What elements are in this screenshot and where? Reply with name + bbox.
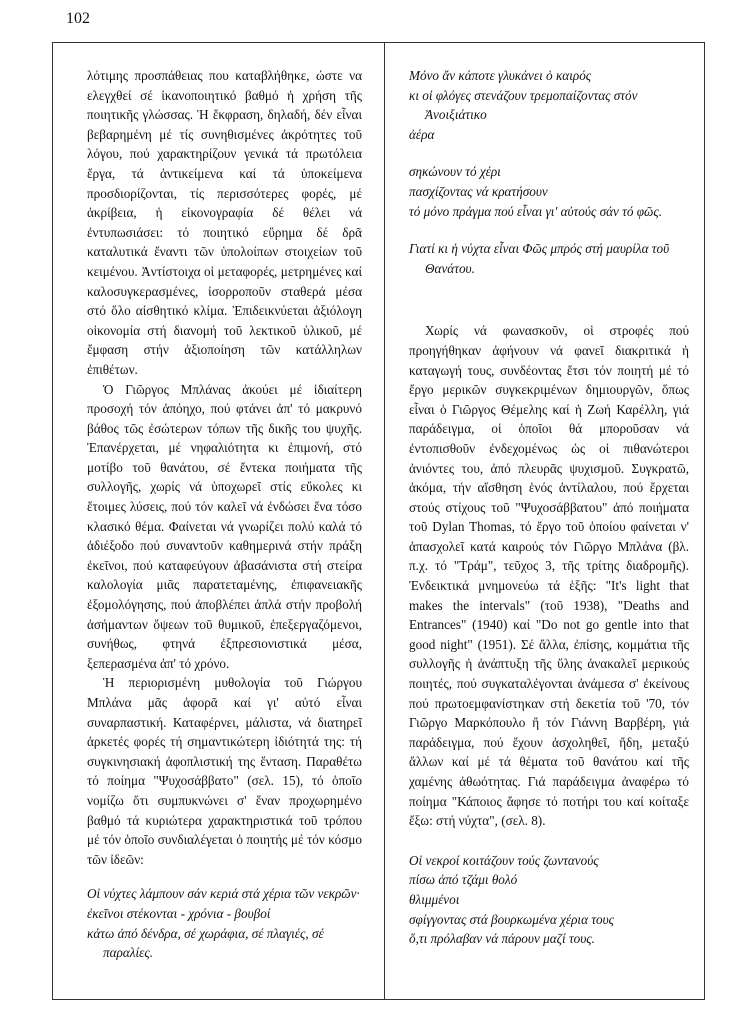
- poem-line: Μόνο ἄν κάποτε γλυκάνει ὁ καιρός: [409, 68, 592, 83]
- poem-line: ἐκεῖνοι στέκονται - χρόνια - βουβοί: [87, 905, 271, 921]
- page-number: 102: [66, 10, 90, 27]
- poem-stanza-2: [409, 162, 689, 221]
- right-column: [409, 66, 689, 949]
- poem-line: πασχίζοντας νά κρατήσουν: [409, 183, 548, 199]
- right-paragraph: Χωρίς νά φωνασκοῦν, οἱ στροφές πού προηγήθηκαν ἀφήνουν νά φανεῖ διακριτικά ἡ καταγωγή τους, συνδέοντας ἔτσι τόν ποιητή μέ τό ἔργο μερικῶν συγκεκριμένων δημιουργῶν, ὅπως εἶναι ὁ Γιῶργος Θέμελης καί ἡ Ζωή Καρέλλη, γιά παράδειγμα, οἱ ὁποῖοι θά μποροῦσαν νά ἐντοπισθοῦν ἐνδεχομένως ὡς οἱ πιθανώτεροι ἀνιόντες του, ἀπό πλευρᾶς ψυχισμοῦ. Συγκρατῶ, ἀκόμα, τήν αἴσθηση ἑνός ἀντίλαλου, πού ἔρχεται στούς στίχους τοῦ "Ψυχοσάββατου" ἀπό ποιήματα τοῦ Dylan Thomas, τό ἔργο τοῦ ὁποίου φαίνεται ν' ἀπασχολεῖ κατά καιρούς τόν Γιῶργο Μπλάνα (βλ. π.χ. τό "Τράμ", τεῦχος 3, τῆς τρίτης διαδρομῆς). Ἐνδεικτικά μνημονεύω τά ἑξῆς: "It's light that makes the intervals" (τοῦ 1938), "Deaths and Entrances" (1940) καί "Do not go gentle into that good night" (1951). Σέ ἄλλα, ἐπίσης, κομμάτια τῆς συλλογῆς ἡ ἀνάπτυξη τῆς ὕλης ἀνακαλεῖ μερικούς ποιητές, πού συγκαταλέγονται ἀνάμεσα σ' ἐκείνους πού πρωτοεμφανίστηκαν στή δεκετία τοῦ '70, τόν Γιῶργο Μαρκόπουλο ἤ τόν Γιάννη Βαρβέρη, γιά παράδειγμα, πού ἔχουν ἀσχοληθεῖ, ἤδη, μεταξύ ἄλλων καί μέ τά θέματα τοῦ θανάτου καί τῆς χαμένης ἀθωότητας. Γιά παράδειγμα ἀναφέρω τό ποίημα "Κάποιος ἄφησε τό ποτήρι του καί κοίταξε ἔξω: στή νύχτα", (σελ. 8).: [409, 323, 689, 829]
- poem-line: τό μόνο πράγμα πού εἶναι γι' αὐτούς σάν τό φῶς.: [409, 203, 663, 219]
- poem-stanza-3: [409, 239, 689, 278]
- column-divider: [384, 42, 385, 1000]
- poem-stanza-1: [409, 66, 689, 144]
- left-column: [87, 66, 362, 963]
- left-paragraph-3: Ἡ περιορισμένη μυθολογία τοῦ Γιώργου Μπλάνα μᾶς ἀφορᾶ καί γι' αὐτό εἶναι συναρπαστική. Καταφέρνει, μάλιστα, νά διατηρεῖ ἀρκετές φορές τή σημαντικώτερη ἰδιότητά της: τή συγκινησιακή ἀφοπλιστική της ἔνταση. Παραθέτω τό ποίημα "Ψυχοσάββατο" (σελ. 15), τό ὁποῖο νομίζω ὅτι συμπυκνώνει σ' ἕναν προχωρημένο βαθμό τά κυριώτερα χαρακτηριστικά τοῦ τρόπου μέ τόν ὁποῖο συνδιαλέγεται ὁ ποιητής μέ τόν κόσμο τῶν ἰδεῶν:: [87, 675, 362, 867]
- poem-line: ὅ,τι πρόλαβαν νά πάρουν μαζί τους.: [409, 931, 595, 947]
- poem-line: Γιατί κι ἡ νύχτα εἶναι Φῶς μπρός στή μαυρίλα τοῦ Θανάτου.: [409, 241, 670, 276]
- left-paragraph-1: λότιμης προσπάθειας που καταβλήθηκε, ώστε να ελεγχθεί σέ ἱκανοποιητικό βαθμό ἡ χρήση τῆς ποιητικῆς γλώσσας. Ἡ ἔκφραση, δηλαδή, δέν εἶναι βεβαρημένη μέ τίς συνηθισμένες ἀκρότητες τοῦ λόγου, πού χαρακτηρίζουν γενικά τά πρωτόλεια ἔργα, τά ἀντικείμενα καί τά ὑποκείμενα προσδιορίζονται, τίς περισσότερες φορές, μέ ἀκρίβεια, ἡ εἰκονογραφία δέ θέλει νά ἐντυπωσιάσει: τό ποιητικό εὕρημα δέ δρᾶ καταλυτικά ἔναντι τῶν ὑπολοίπων στοιχείων τοῦ κειμένου. Ἀντίστοιχα οἱ μεταφορές, μετρημένες καί καλοσυγκερασμένες, ἰσορροποῦν σταθερά μέσα στό ὅλο αἰσθητικό κλίμα. Ἐπιδεικνύεται ἀξιόλογη οἰκονομία στή διανομή τοῦ λεκτικοῦ ὑλικοῦ, μέ ἔμφαση στήν ἀξιοποίηση τῶν κατάλληλων ἐπιθέτων.: [87, 68, 362, 377]
- poem-line: πίσω ἀπό τζάμι θολό: [409, 872, 518, 888]
- poem-line: σηκώνουν τό χέρι: [409, 164, 501, 180]
- poem-line: σφίγγοντας στά βουρκωμένα χέρια τους: [409, 911, 615, 927]
- left-paragraph-2: Ὁ Γιῶργος Μπλάνας ἀκούει μέ ἰδιαίτερη προσοχή τόν ἀπόηχο, πού φτάνει ἀπ' τό μακρυνό βάθος τῶς ἐσώτερων τόπων τῆς δικῆς του ψυχῆς. Ἐπανέρχεται, μέ νηφαλιότητα κι ἐπιμονή, στό μοτίβο τοῦ θανάτου, σέ ἔντεκα ποιήματα τῆς συλλογῆς, χωρίς νά ὑποχωρεῖ στίς εὔκολες κι ἕτοιμες λύσεις, πού τόν καλεῖ νά ἐνδώσει ἕνα τόσο κλασικό θέμα. Φαίνεται νά γνωρίζει πολύ καλά τό ἀδιέξοδο πού συναντοῦν καθημερινά στήν πράξη ἐκεῖνοι, πού καταφεύγουν ἀβασάνιστα στή στείρα καλολογία μιᾶς παρατεταμένης, ἐπιφανειακῆς ἐξομολόγησης, πού ἀποβλέπει ἁπλά στήν προβολή ἀσήμαντων ὄψεων τοῦ θυμικοῦ, ἐπεξεργαζόμενοι, συνήθως, φτηνά ἐξπρεσιονιστικά μέσα, ξεπερασμένα ἀπ' τό χρόνο.: [87, 381, 362, 671]
- left-poem-excerpt: [87, 884, 362, 962]
- poem-line: θλιμμένοι: [409, 891, 460, 907]
- poem-line: κάτω ἀπό δένδρα, σέ χωράφια, σέ πλαγιές, σέ παραλίες.: [87, 925, 324, 961]
- poem-line: κι οἱ φλόγες στενάζουν τρεμοπαίζοντας στόν Ἀνοιξιάτικο: [409, 87, 638, 123]
- poem-line: Οἱ νεκροί κοιτάζουν τούς ζωντανούς: [409, 852, 599, 868]
- poem-line: ἀέρα: [409, 126, 435, 142]
- right-poem-excerpt: [409, 851, 689, 949]
- right-poem-continuation: [409, 66, 689, 278]
- poem-line: Οἱ νύχτες λάμπουν σάν κεριά στά χέρια τῶν νεκρῶν·: [87, 886, 360, 902]
